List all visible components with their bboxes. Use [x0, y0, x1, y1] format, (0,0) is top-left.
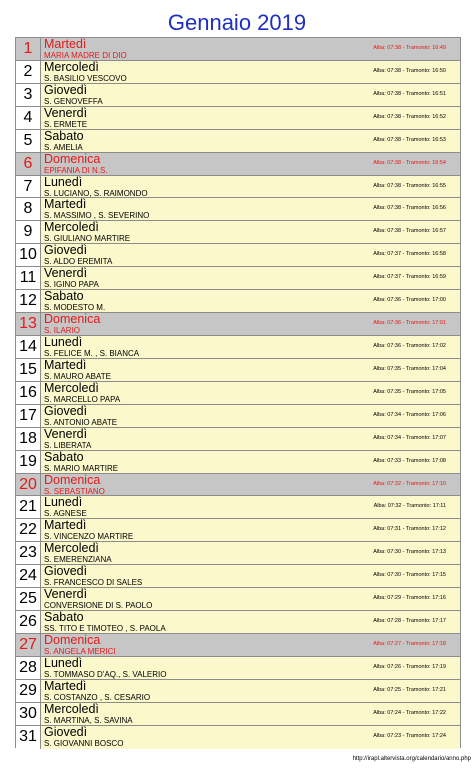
- weekday-name: Venerdì: [44, 266, 88, 281]
- calendar-row: [16, 542, 460, 565]
- weekday-name: Martedì: [44, 357, 87, 372]
- saint-name: S. GIULIANO MARTIRE: [44, 234, 131, 244]
- calendar-row: [16, 703, 460, 726]
- day-cell: [41, 221, 460, 243]
- day-number: 25: [16, 588, 41, 610]
- day-cell: [41, 84, 460, 106]
- calendar-row: [16, 405, 460, 428]
- day-number: 22: [16, 519, 41, 541]
- sunrise-sunset-times: Alba: 07:34 - Tramonto: 17:06: [373, 411, 446, 418]
- calendar-row: [16, 359, 460, 382]
- day-cell: [41, 611, 460, 633]
- day-number: 5: [16, 130, 41, 152]
- day-cell: [41, 359, 460, 381]
- day-number: 16: [16, 382, 41, 404]
- day-number: 15: [16, 359, 41, 381]
- weekday-name: Domenica: [44, 632, 101, 647]
- day-cell: [41, 176, 460, 198]
- day-number: 10: [16, 244, 41, 266]
- weekday-name: Giovedì: [44, 243, 88, 258]
- saint-name: S. TOMMASO D'AQ., S. VALERIO: [44, 669, 167, 679]
- calendar-row: [16, 657, 460, 680]
- day-cell: [41, 474, 460, 496]
- sunrise-sunset-times: Alba: 07:27 - Tramonto: 17:18: [373, 640, 446, 647]
- saint-name: SS. TITO E TIMOTEO , S. PAOLA: [44, 624, 166, 634]
- day-number: 23: [16, 542, 41, 564]
- day-number: 27: [16, 634, 41, 656]
- calendar-row: [16, 313, 460, 336]
- weekday-name: Mercoledì: [44, 220, 99, 235]
- weekday-name: Venerdì: [44, 587, 88, 602]
- day-number: 26: [16, 611, 41, 633]
- day-cell: [41, 313, 460, 335]
- day-cell: [41, 428, 460, 450]
- day-cell: [41, 244, 460, 266]
- sunrise-sunset-times: Alba: 07:32 - Tramonto: 17:10: [373, 480, 446, 487]
- sunrise-sunset-times: Alba: 07:38 - Tramonto: 16:54: [373, 159, 446, 166]
- day-number: 14: [16, 336, 41, 358]
- saint-name: S. MASSIMO , S. SEVERINO: [44, 211, 150, 221]
- calendar-row: [16, 176, 460, 199]
- weekday-name: Giovedì: [44, 403, 88, 418]
- weekday-name: Lunedì: [44, 495, 83, 510]
- saint-name: S. LUCIANO, S. RAIMONDO: [44, 188, 148, 198]
- sunrise-sunset-times: Alba: 07:28 - Tramonto: 17:17: [373, 618, 446, 625]
- day-number: 12: [16, 290, 41, 312]
- sunrise-sunset-times: Alba: 07:25 - Tramonto: 17:21: [373, 686, 446, 693]
- sunrise-sunset-times: Alba: 07:38 - Tramonto: 16:50: [373, 67, 446, 74]
- weekday-name: Giovedì: [44, 82, 88, 97]
- day-number: 11: [16, 267, 41, 289]
- calendar-row: [16, 107, 460, 130]
- day-cell: [41, 153, 460, 175]
- calendar-row: [16, 130, 460, 153]
- calendar-row: [16, 244, 460, 267]
- sunrise-sunset-times: Alba: 07:35 - Tramonto: 17:05: [373, 388, 446, 395]
- day-number: 30: [16, 703, 41, 725]
- day-cell: [41, 496, 460, 518]
- calendar-row: [16, 451, 460, 474]
- day-cell: [41, 565, 460, 587]
- calendar-row: [16, 565, 460, 588]
- calendar-row: [16, 267, 460, 290]
- day-number: 7: [16, 176, 41, 198]
- saint-name: S. FELICE M. , S. BIANCA: [44, 348, 140, 358]
- weekday-name: Mercoledì: [44, 541, 99, 556]
- calendar-row: [16, 428, 460, 451]
- sunrise-sunset-times: Alba: 07:24 - Tramonto: 17:22: [373, 709, 446, 716]
- calendar-row: [16, 611, 460, 634]
- day-number: 6: [16, 153, 41, 175]
- day-cell: [41, 61, 460, 83]
- day-number: 21: [16, 496, 41, 518]
- saint-name: MARIA MADRE DI DIO: [44, 51, 127, 60]
- sunrise-sunset-times: Alba: 07:26 - Tramonto: 17:19: [373, 663, 446, 670]
- saint-name: S. ANGELA MERICI: [44, 646, 116, 656]
- weekday-name: Sabato: [44, 289, 84, 304]
- weekday-name: Mercoledì: [44, 59, 99, 74]
- day-cell: [41, 130, 460, 152]
- calendar-row: [16, 153, 460, 176]
- day-number: 29: [16, 680, 41, 702]
- saint-name: CONVERSIONE DI S. PAOLO: [44, 601, 153, 611]
- day-number: 19: [16, 451, 41, 473]
- sunrise-sunset-times: Alba: 07:38 - Tramonto: 16:53: [373, 136, 446, 143]
- weekday-name: Giovedì: [44, 724, 88, 739]
- calendar-row: [16, 726, 460, 749]
- saint-name: S. VINCENZO MARTIRE: [44, 532, 134, 542]
- weekday-name: Mercoledì: [44, 380, 99, 395]
- weekday-name: Domenica: [44, 312, 101, 327]
- saint-name: S. MARCELLO PAPA: [44, 394, 121, 404]
- saint-name: S. AGNESE: [44, 509, 87, 519]
- day-cell: [41, 290, 460, 312]
- calendar-row: [16, 588, 460, 611]
- day-cell: [41, 405, 460, 427]
- sunrise-sunset-times: Alba: 07:38 - Tramonto: 16:55: [373, 182, 446, 189]
- weekday-name: Lunedì: [44, 334, 83, 349]
- saint-name: S. MAURO ABATE: [44, 371, 111, 381]
- weekday-name: Martedì: [44, 518, 87, 533]
- calendar-row: [16, 680, 460, 703]
- calendar-row: [16, 221, 460, 244]
- day-cell: [41, 657, 460, 679]
- saint-name: S. MARTINA, S. SAVINA: [44, 715, 133, 725]
- saint-name: S. ALDO EREMITA: [44, 257, 113, 267]
- saint-name: S. ANTONIO ABATE: [44, 417, 118, 427]
- calendar-row: [16, 382, 460, 405]
- calendar-row: [16, 474, 460, 497]
- calendar-row: [16, 198, 460, 221]
- day-cell: [41, 726, 460, 749]
- weekday-name: Venerdì: [44, 426, 88, 441]
- sunrise-sunset-times: Alba: 07:37 - Tramonto: 16:59: [373, 274, 446, 281]
- sunrise-sunset-times: Alba: 07:30 - Tramonto: 17:13: [373, 549, 446, 556]
- weekday-name: Domenica: [44, 151, 101, 166]
- weekday-name: Lunedì: [44, 655, 83, 670]
- weekday-name: Lunedì: [44, 174, 83, 189]
- sunrise-sunset-times: Alba: 07:37 - Tramonto: 16:58: [373, 251, 446, 258]
- sunrise-sunset-times: Alba: 07:38 - Tramonto: 16:49: [373, 45, 446, 51]
- sunrise-sunset-times: Alba: 07:32 - Tramonto: 17:11: [373, 503, 446, 510]
- saint-name: S. ERMETE: [44, 119, 88, 129]
- sunrise-sunset-times: Alba: 07:38 - Tramonto: 16:51: [373, 90, 446, 97]
- sunrise-sunset-times: Alba: 07:29 - Tramonto: 17:16: [373, 595, 446, 602]
- day-cell: [41, 634, 460, 656]
- sunrise-sunset-times: Alba: 07:38 - Tramonto: 16:56: [373, 205, 446, 212]
- calendar-row: [16, 496, 460, 519]
- saint-name: S. LIBERATA: [44, 440, 92, 450]
- day-cell: [41, 267, 460, 289]
- weekday-name: Venerdì: [44, 105, 88, 120]
- saint-name: S. BASILIO VESCOVO: [44, 73, 127, 83]
- page-title: Gennaio 2019: [167, 10, 307, 35]
- sunrise-sunset-times: Alba: 07:36 - Tramonto: 17:02: [373, 342, 446, 349]
- weekday-name: Sabato: [44, 610, 84, 625]
- day-cell: [41, 519, 460, 541]
- day-number: 13: [16, 313, 41, 335]
- day-number: 17: [16, 405, 41, 427]
- saint-name: S. EMERENZIANA: [44, 555, 112, 565]
- day-number: 31: [16, 726, 41, 749]
- day-cell: [41, 198, 460, 220]
- saint-name: S. FRANCESCO DI SALES: [44, 578, 143, 588]
- calendar-table: [15, 37, 461, 748]
- sunrise-sunset-times: Alba: 07:33 - Tramonto: 17:08: [373, 457, 446, 464]
- weekday-name: Domenica: [44, 472, 101, 487]
- sunrise-sunset-times: Alba: 07:38 - Tramonto: 16:52: [373, 113, 446, 120]
- footer-url[interactable]: http://irapl.altervista.org/calendario/anno.php: [352, 756, 471, 762]
- calendar-row: [16, 290, 460, 313]
- day-cell: [41, 542, 460, 564]
- day-number: 3: [16, 84, 41, 106]
- saint-name: S. SEBASTIANO: [44, 486, 105, 496]
- day-number: 24: [16, 565, 41, 587]
- weekday-name: Sabato: [44, 449, 84, 464]
- saint-name: S. GIOVANNI BOSCO: [44, 738, 124, 748]
- calendar-row: [16, 634, 460, 657]
- calendar-row: [16, 519, 460, 542]
- saint-name: S. ILARIO: [44, 326, 81, 336]
- sunrise-sunset-times: Alba: 07:36 - Tramonto: 17:00: [373, 297, 446, 304]
- day-number: 1: [16, 38, 41, 60]
- day-number: 4: [16, 107, 41, 129]
- calendar-row: [16, 61, 460, 84]
- day-cell: [41, 38, 460, 60]
- weekday-name: Mercoledì: [44, 701, 99, 716]
- day-number: 20: [16, 474, 41, 496]
- day-number: 18: [16, 428, 41, 450]
- weekday-name: Martedì: [44, 678, 87, 693]
- saint-name: S. GENOVEFFA: [44, 96, 103, 106]
- sunrise-sunset-times: Alba: 07:23 - Tramonto: 17:24: [373, 732, 446, 739]
- day-cell: [41, 588, 460, 610]
- day-number: 28: [16, 657, 41, 679]
- day-cell: [41, 703, 460, 725]
- weekday-name: Martedì: [44, 37, 87, 51]
- weekday-name: Sabato: [44, 128, 84, 143]
- calendar-row: [16, 336, 460, 359]
- sunrise-sunset-times: Alba: 07:38 - Tramonto: 16:57: [373, 228, 446, 235]
- sunrise-sunset-times: Alba: 07:35 - Tramonto: 17:04: [373, 365, 446, 372]
- saint-name: S. MARIO MARTIRE: [44, 463, 119, 473]
- sunrise-sunset-times: Alba: 07:31 - Tramonto: 17:12: [373, 526, 446, 533]
- day-cell: [41, 680, 460, 702]
- day-number: 2: [16, 61, 41, 83]
- day-cell: [41, 382, 460, 404]
- saint-name: EPIFANIA DI N.S.: [44, 165, 108, 175]
- day-cell: [41, 451, 460, 473]
- sunrise-sunset-times: Alba: 07:30 - Tramonto: 17:15: [373, 572, 446, 579]
- sunrise-sunset-times: Alba: 07:34 - Tramonto: 17:07: [373, 434, 446, 441]
- calendar-row: [16, 84, 460, 107]
- sunrise-sunset-times: Alba: 07:36 - Tramonto: 17:01: [373, 320, 446, 327]
- saint-name: S. COSTANZO , S. CESARIO: [44, 692, 151, 702]
- day-number: 9: [16, 221, 41, 243]
- weekday-name: Martedì: [44, 197, 87, 212]
- saint-name: S. AMELIA: [44, 142, 83, 152]
- weekday-name: Giovedì: [44, 564, 88, 579]
- day-cell: [41, 336, 460, 358]
- day-number: 8: [16, 198, 41, 220]
- saint-name: S. MODESTO M.: [44, 303, 106, 313]
- calendar-row: [16, 38, 460, 61]
- day-cell: [41, 107, 460, 129]
- saint-name: S. IGINO PAPA: [44, 280, 99, 290]
